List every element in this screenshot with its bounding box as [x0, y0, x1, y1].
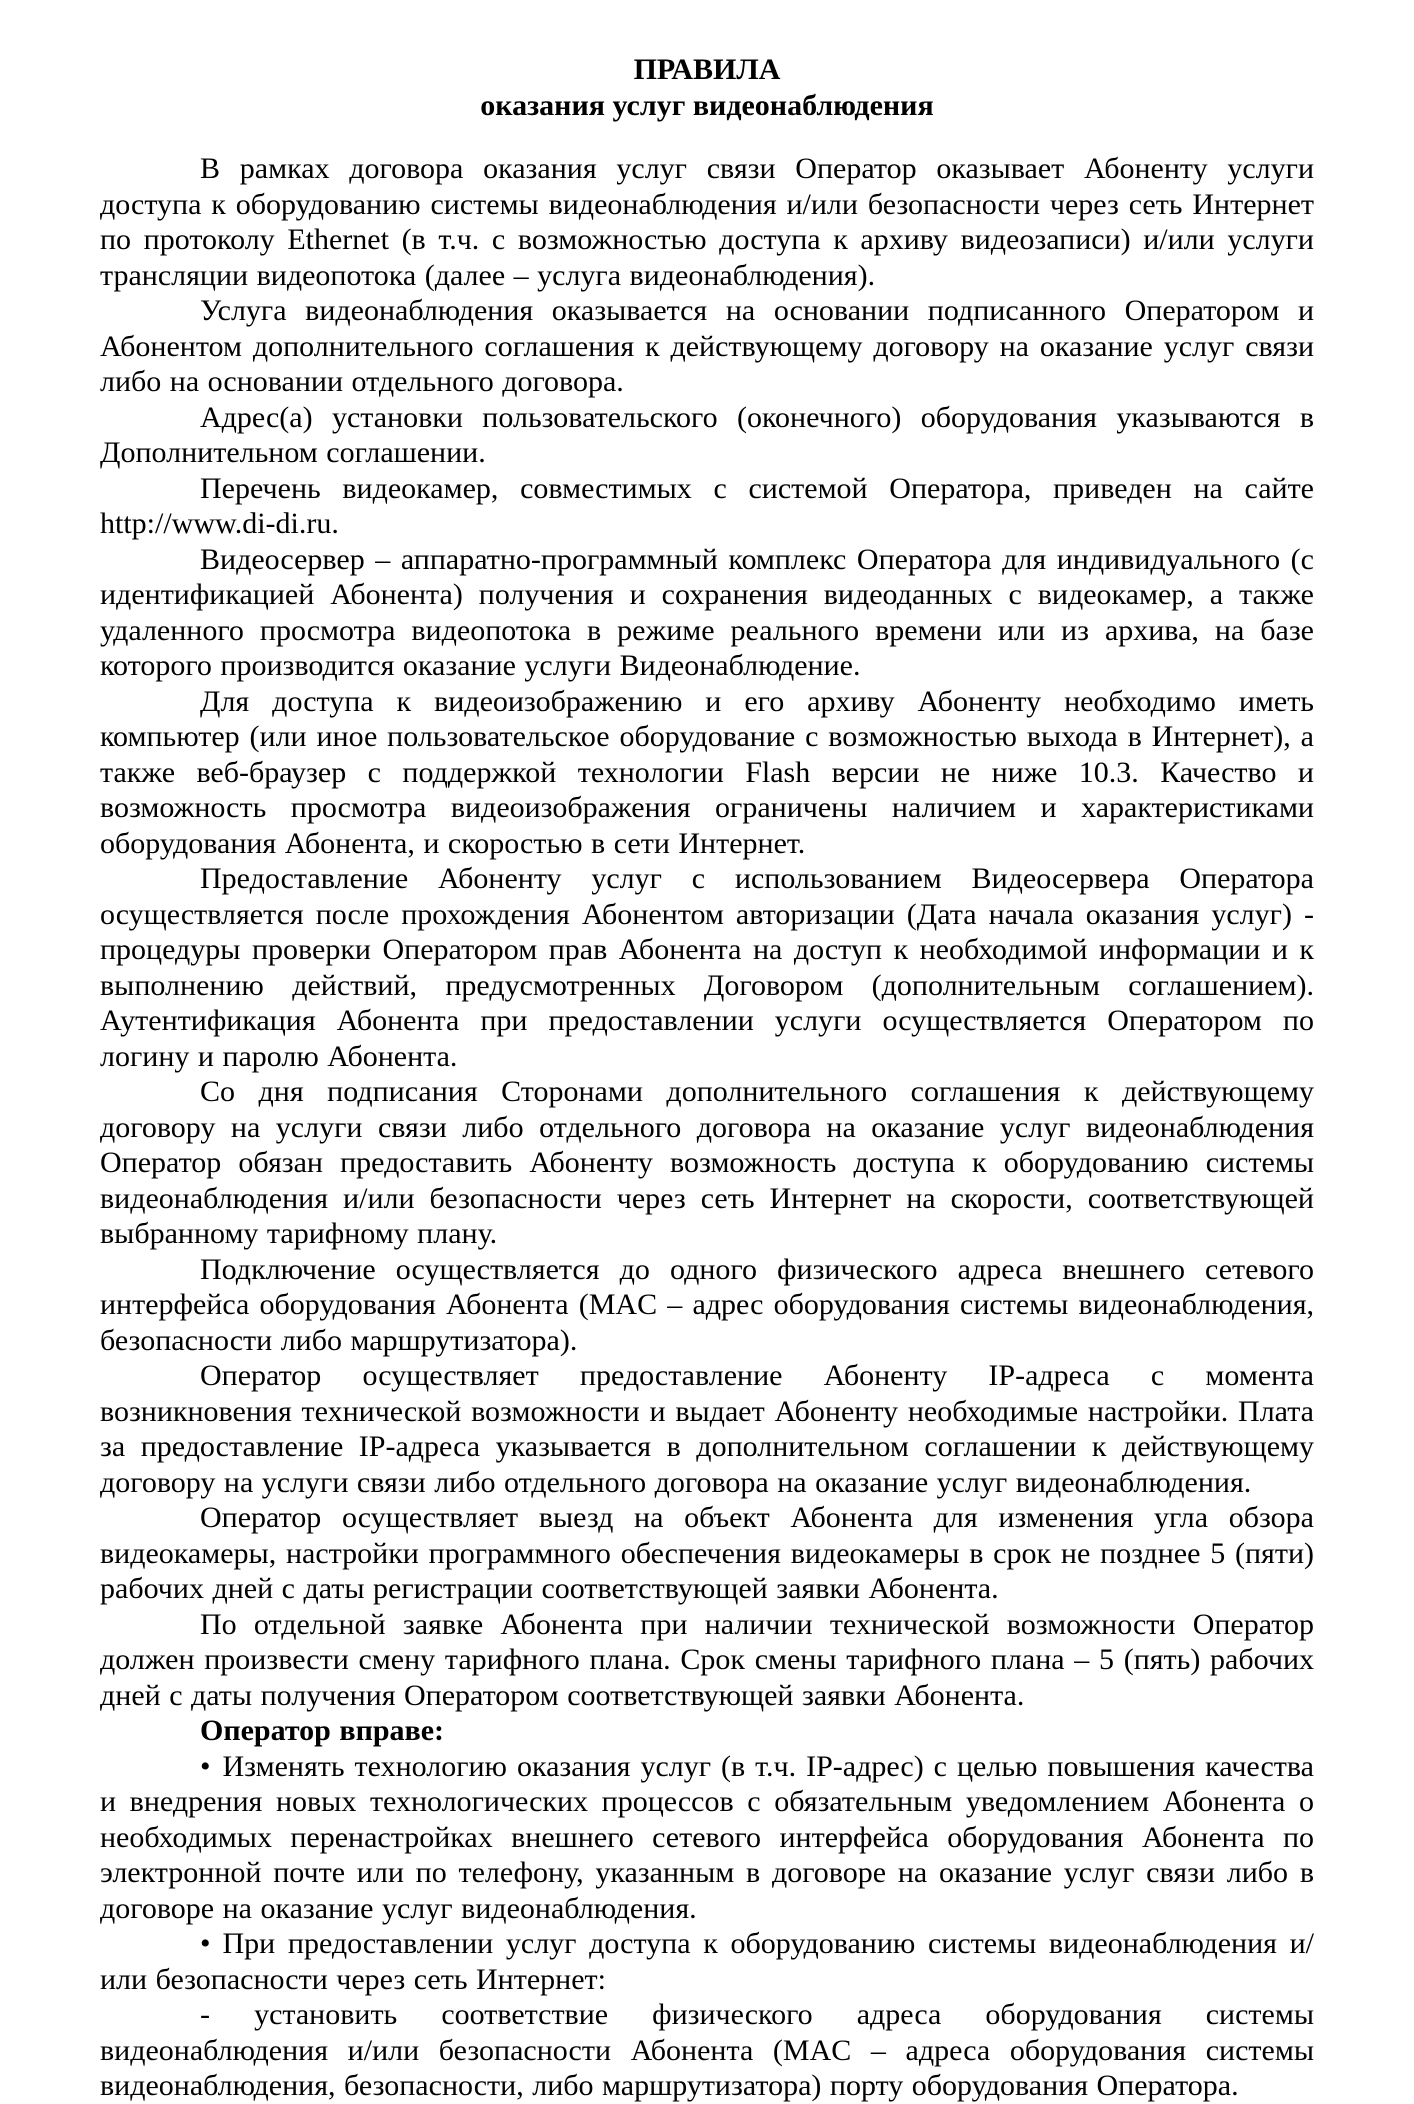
paragraph: Оператор осуществляет выезд на объект Абонента для изменения угла обзора видеокамеры, настройки программного обеспечения видеокамеры в срок не позднее 5 (пяти) рабочих дней с даты регистрации соответствующей заявки Абонента.	[100, 1501, 1314, 1605]
paragraph: Подключение осуществляется до одного физического адреса внешнего сетевого интерфейса оборудования Абонента (MAC – адрес оборудования системы видеонаблюдения, безопасности либо маршрутизатора).	[100, 1252, 1314, 1357]
paragraph: По отдельной заявке Абонента при наличии технической возможности Оператор должен произвести смену тарифного плана. Срок смены тарифного плана – 5 (пять) рабочих дней с даты получения Оператором соответствующей заявки Абонента.	[100, 1607, 1314, 1712]
title-line-1: ПРАВИЛА	[633, 53, 781, 86]
paragraph: Оператор осуществляет предоставление Абоненту IP-адреса с момента возникновения технической возможности и выдает Абоненту необходимые настройки. Плата за предоставление IP-адреса указывается в дополнительном соглашении к действующему договору на услуги связи либо отдельного договора на оказание услуг видеонаблюдения.	[100, 1359, 1314, 1499]
paragraph: Услуга видеонаблюдения оказывается на основании подписанного Оператором и Абонентом дополнительного соглашения к действующему договору на оказание услуг связи либо на основании отдельного договора.	[100, 294, 1314, 398]
title-line-2: оказания услуг видеонаблюдения	[480, 89, 934, 122]
paragraph: Со дня подписания Сторонами дополнительного соглашения к действующему договору на услуги связи либо отдельного договора на оказание услуг видеонаблюдения Оператор обязан предоставить Абоненту возможность доступа к оборудованию системы видеонаблюдения и/или безопасности через сеть Интернет на скорости, соответствующей выбранному тарифному плану.	[100, 1075, 1314, 1250]
section-heading: Оператор вправе:	[200, 1714, 445, 1747]
paragraph: Адрес(а) установки пользовательского (оконечного) оборудования указываются в Дополнительном соглашении.	[100, 400, 1314, 469]
bullet-marker-icon: •	[200, 1749, 211, 1783]
paragraph: Для доступа к видеоизображению и его архиву Абоненту необходимо иметь компьютер (или иное пользовательское оборудование с возможностью выхода в Интернет), а также веб-браузер с поддержкой технологии Flash версии не ниже 10.3. Качество и возможность просмотра видеоизображения ограничены наличием и характеристиками оборудования Абонента, и скоростью в сети Интернет.	[100, 684, 1314, 860]
paragraph: Перечень видеокамер, совместимых с системой Оператора, приведен на сайте http://www.di-di.ru.	[100, 471, 1314, 540]
bullet-item-text: Изменять технологию оказания услуг (в т.ч. IP-адрес) с целью повышения качества и внедрения новых технологических процессов с обязательным уведомлением Абонента о необходимых перенастройках внешнего сетевого интерфейса оборудования Абонента по электронной почте или по телефону, указанным в договоре на оказание услуг связи либо в договоре на оказание услуг видеонаблюдения.	[100, 1749, 1314, 1925]
bullet-marker-icon: •	[200, 1927, 211, 1960]
dash-sub-item: - установить соответствие физического адреса оборудования системы видеонаблюдения и/или безопасности Абонента (MAC – адреса оборудования системы видеонаблюдения, безопасности, либо маршрутизатора) порту оборудования Оператора.	[100, 1998, 1314, 2102]
paragraph: Видеосервер – аппаратно-программный комплекс Оператора для индивидуального (с идентификацией Абонента) получения и сохранения видеоданных с видеокамер, а также удаленного просмотра видеопотока в режиме реального времени или из архива, на базе которого производится оказание услуги Видеонаблюдение.	[100, 542, 1314, 682]
document-body	[100, 151, 1314, 2104]
bullet-item-text: При предоставлении услуг доступа к оборудованию системы видеонаблюдения и/или безопасности через сеть Интернет:	[100, 1927, 1314, 1996]
document-title	[100, 52, 1314, 124]
bullet-item	[100, 1926, 1314, 1997]
paragraph: В рамках договора оказания услуг связи Оператор оказывает Абоненту услуги доступа к оборудованию системы видеонаблюдения и/или безопасности через сеть Интернет по протоколу Ethernet (в т.ч. с возможностью доступа к архиву видеозаписи) и/или услуги трансляции видеопотока (далее – услуга видеонаблюдения).	[100, 152, 1314, 292]
paragraph: Предоставление Абоненту услуг с использованием Видеосервера Оператора осуществляется после прохождения Абонентом авторизации (Дата начала оказания услуг) - процедуры проверки Оператором прав Абонента на доступ к необходимой информации и к выполнению действий, предусмотренных Договором (дополнительным соглашением). Аутентификация Абонента при предоставлении услуги осуществляется Оператором по логину и паролю Абонента.	[100, 862, 1314, 1073]
bullet-item	[100, 1749, 1314, 1927]
